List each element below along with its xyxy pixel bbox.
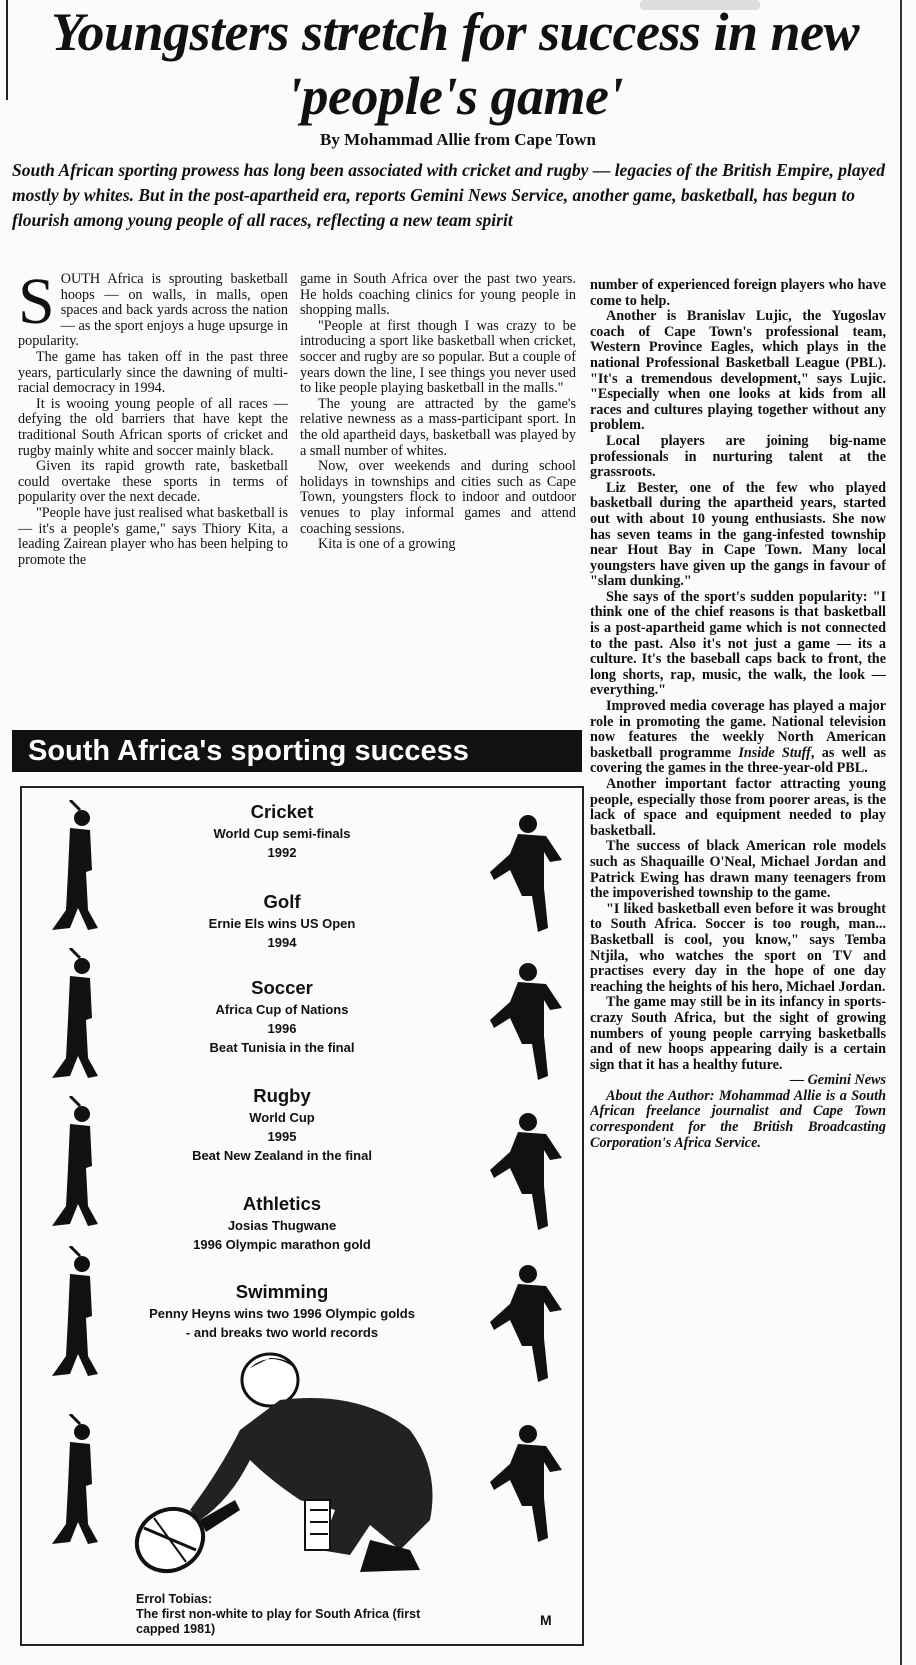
paragraph-text: Improved media coverage has played a major role in promoting the game. National television now features the weekly North American basketball programme	[590, 698, 886, 761]
entry-athletics	[110, 1192, 454, 1254]
article-column-3	[590, 278, 886, 1643]
drop-cap: S	[18, 272, 55, 338]
paragraph: "I liked basketball even before it was brought to South Africa. Soccer is too rough, man... Basketball is cool, you know," says Temba Ntjila, who watches the sport on TV and practises every day in the hope of one day reaching the heights of his hero, Michael Jordan.	[590, 900, 886, 995]
entry-year: 1996	[267, 1021, 297, 1036]
rugby-player-icon	[130, 1350, 460, 1580]
paragraph: Another important factor attracting young people, especially those from poorer areas, is the lack of space and equipment needed to play basketball.	[590, 776, 886, 839]
paragraph: "People have just realised what basketball is — it's a people's game," says Thiory Kita, a leading Zairean player who has been helping to promote the	[18, 504, 288, 568]
cricket-batsman-icon	[40, 1096, 110, 1236]
paragraph: Now, over weekends and during school holidays in townships and cities such as Cape Town, youngsters flock to indoor and outdoor venues to play informal games and attend coaching sessions.	[300, 458, 576, 537]
signoff: — Gemini News	[789, 1072, 886, 1089]
paragraph: The young are attracted by the game's relative newness as a mass-participant sport. In the old apartheid days, basketball was played by a small number of whites.	[300, 395, 576, 459]
cricket-bowler-icon	[488, 1260, 568, 1390]
paragraph: Another is Branislav Lujic, the Yugoslav coach of Cape Town's professional team, Western Province Eagles, which plays in the national Professional Basketball League (PBL). "It's a tremendous development," says Lujic. "Especially when one looks at kids from all races and cultures playing together without any problem.	[590, 308, 886, 434]
entry-line: World Cup semi-finals	[213, 826, 351, 841]
paragraph	[18, 272, 288, 350]
entry-year: 1994	[267, 935, 297, 950]
entry-line: Penny Heyns wins two 1996 Olympic golds	[149, 1306, 415, 1321]
author-note: About the Author: Mohammad Allie is a South African freelance journalist and Cape Town correspondent for the British Broadcasting Corporation's Africa Service.	[590, 1087, 886, 1151]
paragraph-text: OUTH Africa is sprouting basketball hoops — on walls, in malls, open spaces and back yards across the nation — as the sport enjoys a huge upsurge in popularity.	[18, 272, 288, 350]
panel-title: South Africa's sporting success	[12, 730, 582, 772]
cricket-bowler-icon	[488, 810, 568, 940]
cricket-batsman-icon	[40, 1246, 110, 1386]
entry-line: Africa Cup of Nations	[215, 1002, 349, 1017]
photo-caption	[136, 1592, 436, 1637]
article-column-1	[18, 272, 288, 720]
entry-year: 1992	[267, 845, 297, 860]
standfirst: South African sporting prowess has long been associated with cricket and rugby — legacies of the British Empire, played mostly by whites. But in the post-apartheid era, reports Gemini News Service, another game, basketball, has begun to flourish among young people of all races, reflecting a new team spirit	[12, 160, 885, 230]
cricket-batsman-icon	[40, 1414, 110, 1554]
cricket-batsman-icon	[40, 800, 110, 940]
cricket-batsman-icon	[40, 948, 110, 1088]
paragraph: number of experienced foreign players who have come to help.	[590, 278, 886, 309]
paragraph: Liz Bester, one of the few who played basketball during the apartheid years, started out with about 10 young enthusiasts. She now has seven teams in the gang-infested township near Hout Bay in Cape Town. Many local youngsters have given up the gangs in favour of "slam dunking."	[590, 479, 886, 590]
paragraph	[590, 699, 886, 777]
paragraph: The game may still be in its infancy in sports-crazy South Africa, but the sight of growing numbers of young people carrying basketballs and of new hoops appearing daily is a certain sign that it has a healthy future.	[590, 994, 886, 1073]
entry-soccer	[110, 976, 454, 1057]
cricket-bowler-icon	[488, 1420, 568, 1550]
column-rule-left	[6, 0, 8, 100]
paragraph: "People at first though I was crazy to be introducing a sport like basketball when cricket, soccer and rugby are so popular. But a couple of years down the line, I see things you never used to like people playing basketball in the malls."	[300, 317, 576, 397]
cricket-bowler-icon	[488, 1108, 568, 1238]
paragraph: Local players are joining big-name professionals in nurturing talent at the grassroots.	[590, 432, 886, 481]
sport-name: Rugby	[253, 1085, 311, 1106]
entry-line: Beat Tunisia in the final	[209, 1040, 355, 1055]
cricket-bowler-icon	[488, 958, 568, 1088]
sport-name: Swimming	[235, 1281, 329, 1302]
sport-name: Athletics	[242, 1193, 322, 1214]
sport-name: Soccer	[251, 977, 313, 998]
entry-line: 1996 Olympic marathon gold	[193, 1237, 371, 1252]
entry-year: 1995	[267, 1129, 297, 1144]
entry-cricket	[110, 800, 454, 862]
paragraph: It is wooing young people of all races — defying the old barriers that have kept the traditional South African sports of cricket and rugby mainly white and soccer mainly black.	[18, 395, 288, 459]
sport-name: Cricket	[250, 801, 314, 822]
entry-golf	[110, 890, 454, 952]
artist-signature: M	[540, 1612, 552, 1628]
entry-line: Josias Thugwane	[227, 1218, 337, 1233]
caption-text: The first non-white to play for South Africa (first capped 1981)	[136, 1607, 421, 1636]
sport-name: Golf	[263, 891, 301, 912]
paragraph: She says of the sport's sudden popularity: "I think one of the chief reasons is that basketball is a post-apartheid game which is not connected to the past. Also it's not just a game — its a culture. It's the baseball caps back to front, the long shorts, rap, music, the walk, the look — everything."	[590, 588, 886, 699]
entry-line: Beat New Zealand in the final	[192, 1148, 372, 1163]
byline: By Mohammad Allie from Cape Town	[320, 130, 596, 149]
paragraph: Kita is one of a growing	[318, 536, 456, 553]
headline: Youngsters stretch for success in new 'people's game'	[50, 2, 860, 126]
entry-line: Ernie Els wins US Open	[208, 916, 356, 931]
programme-title: Inside Stuff	[738, 744, 811, 761]
paragraph-text: , as well as covering the games in the three-year-old PBL.	[590, 744, 886, 777]
paragraph: game in South Africa over the past two years. He holds coaching clinics for young people in shopping malls.	[300, 272, 576, 319]
entry-line: World Cup	[249, 1110, 315, 1125]
entry-swimming	[96, 1280, 468, 1342]
paragraph: The success of black American role models such as Shaquaille O'Neal, Michael Jordan and Patrick Ewing has drawn many teenagers from the impoverished township to the game.	[590, 838, 886, 902]
column-rule-right	[900, 0, 902, 1665]
article-column-2	[300, 272, 576, 720]
paragraph: Given its rapid growth rate, basketball could overtake these sports in terms of popularity over the next decade.	[18, 458, 288, 506]
entry-rugby	[110, 1084, 454, 1165]
caption-name: Errol Tobias:	[136, 1592, 213, 1606]
paragraph: The game has taken off in the past three years, particularly since the dawning of multi-racial democracy in 1994.	[18, 348, 288, 397]
entry-line: - and breaks two world records	[185, 1325, 379, 1340]
